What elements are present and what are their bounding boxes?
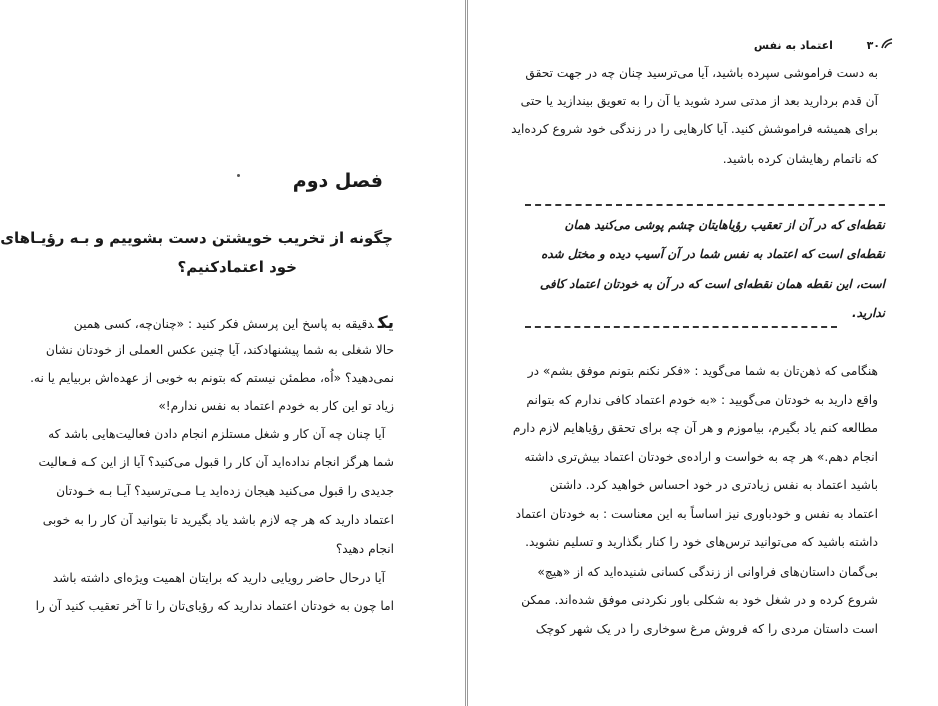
quote-bottom-rule	[525, 326, 837, 328]
paragraph-line: است داستان مردی را که فروش مرغ سوخاری را در یک شهر کوچک	[535, 622, 878, 636]
paragraph-line: انجام دهید؟	[335, 542, 394, 556]
paragraph-line: اعتماد به نفس و خودباوری نیز اساساً به این معناست : به خودتان اعتماد	[515, 507, 878, 521]
paragraph-line: باشید اعتماد به نفس زیادتری در خود احساس خواهید کرد. داشتن	[549, 478, 878, 492]
paragraph-line: که ناتمام رهایشان کرده باشید.	[722, 152, 878, 166]
dot-mark	[237, 174, 240, 177]
quote-line: نقطه‌ای است که اعتماد به نفس شما در آن آسیب دیده و مختل شده	[541, 247, 885, 261]
pull-quote	[525, 202, 885, 333]
line-text: دقیقه به پاسخ این پرسش فکر کنید : «چنان‌چه، کسی همین	[73, 317, 374, 331]
dropcap: یک	[377, 313, 394, 333]
paragraph-line: واقع دارید به خودتان می‌گویید : «به خودم اعتماد کافی ندارم که بتوانم	[526, 393, 878, 407]
paragraph-line: هنگامی که ذهن‌تان به شما می‌گوید : «فکر نکنم بتونم موفق بشم» در	[527, 364, 878, 378]
paragraph-line: به دست فراموشی سپرده باشید، آیا می‌ترسید چنان چه در جهت تحقق	[525, 66, 878, 80]
paragraph-line: آن قدم بردارید بعد از مدتی سرد شوید یا آن را به تعویق بیندازید یا حتی	[520, 94, 878, 108]
paragraph-line: آیا درحال حاضر رویایی دارید که برایتان اهمیت ویژه‌ای داشته باشد	[52, 571, 385, 585]
running-header-title: اعتماد به نفس	[753, 39, 833, 52]
paragraph-line: برای همیشه فراموشش کنید. آیا کارهایی را در زندگی خود شروع کرده‌اید	[511, 122, 878, 136]
quote-line: است، این نقطه همان نقطه‌ای است که در آن به خودتان اعتماد کافی	[539, 277, 885, 291]
paragraph-line: شما هرگز انجام نداده‌اید آن کار را قبول می‌کنید؟ آیا از این کـه فـعالیت	[38, 455, 394, 469]
paragraph-line: انجام دهم.» هر چه به خواست و اراده‌ی خودتان اعتماد بیش‌تری داشته	[524, 450, 878, 464]
quote-line: نقطه‌ای که در آن از تعقیب رؤیاهایتان چشم پوشی می‌کنید همان	[564, 218, 885, 232]
right-page	[467, 0, 938, 706]
paragraph-line: زیاد تو این کار به خودم اعتماد به نفس ندارم!»	[158, 399, 394, 413]
page-number: ۳۰	[866, 39, 880, 52]
quote-line: ندارید.	[852, 306, 885, 320]
paragraph-line: اعتماد دارید که هر چه لازم باشد یاد بگیرید تا بتوانید آن کار را به خوبی	[42, 513, 394, 527]
ornament-icon	[880, 36, 894, 50]
paragraph-line: مطالعه کنم یاد بگیرم، بیاموزم و هر آن چه برای تحقق رؤیاهایم لازم دارم	[512, 421, 878, 435]
paragraph-line: آیا چنان چه آن کار و شغل مستلزم انجام دادن فعالیت‌هایی باشد که	[48, 427, 385, 441]
chapter-title: فصل دوم	[292, 170, 383, 192]
section-heading-line-1: چگونه از تخریب خویشتن دست بشوییم و بـه رؤیـاهای	[0, 229, 393, 247]
paragraph-line: حالا شغلی به شما پیشنهادکند، آیا چنین عکس العملی از خودتان نشان	[45, 343, 394, 357]
running-header	[754, 39, 880, 52]
paragraph-line	[74, 313, 394, 333]
paragraph-line: نمی‌دهید؟ «اُه، مطمئن نیستم که بتونم به خوبی از عهده‌اش بربیایم یا نه.	[30, 371, 394, 385]
left-page	[0, 0, 466, 706]
paragraph-line: داشته باشید که می‌توانید ترس‌های خود را کنار بگذارید و تسلیم نشوید.	[525, 535, 878, 549]
paragraph-line: جدیدی را قبول می‌کنید هیجان زده‌اید یـا مـی‌ترسید؟ آیـا بـه خـودتان	[56, 484, 394, 498]
paragraph-line: بی‌گمان داستان‌های فراوانی از زندگی کسانی شنیده‌اید که از «هیچ»	[537, 565, 878, 579]
section-heading-line-2: خود اعتمادکنیم؟	[177, 258, 297, 276]
quote-top-rule	[525, 204, 885, 206]
paragraph-line: اما چون به خودتان اعتماد ندارید که رؤیای‌تان را تا آخر تعقیب کنید آن را	[35, 599, 394, 613]
paragraph-line: شروع کرده و در شغل خود به شکلی باور نکردنی موفق شده‌اند. ممکن	[521, 593, 878, 607]
